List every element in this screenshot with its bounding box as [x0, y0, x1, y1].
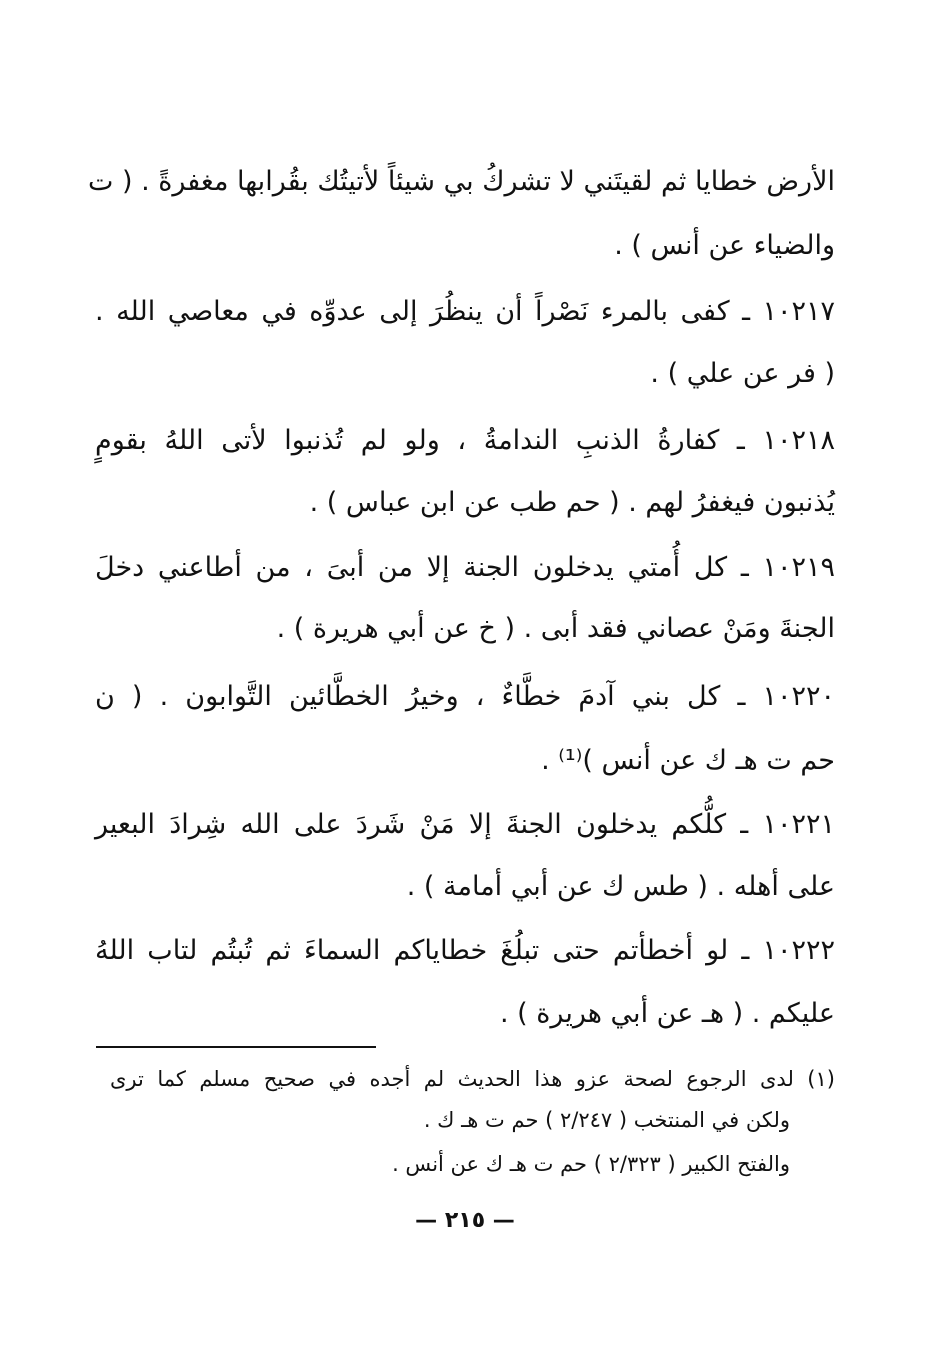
footnote-line: ولكن في المنتخب ( ٢/٢٤٧ ) حم ت هـ ك . — [423, 1108, 790, 1132]
text-line: يُذنبون فيغفرُ لهم . ( حم طب عن ابن عباس ) . — [309, 487, 835, 518]
text-line: الأرض خطايا ثم لقيتَني لا تشركُ بي شيئاً لأتيتُك بقُرابها مغفرةً . ( ت — [87, 166, 835, 197]
text-line: الجنةَ ومَنْ عصاني فقد أبى . ( خ عن أبي هريرة ) . — [276, 613, 835, 644]
hadith-10220: ١٠٢٢٠ ـ كل بني آدمَ خطَّاءٌ ، وخيرُ الخطَّائين التَّوابون . ( ن — [95, 681, 835, 712]
page-number: — ٢١٥ — — [415, 1208, 515, 1233]
hadith-10218: ١٠٢١٨ ـ كفارةُ الذنبِ الندامةُ ، ولو لم تُذنبوا لأتى اللهُ بقومٍ — [95, 425, 835, 456]
footnote-line: والفتح الكبير ( ٢/٣٢٣ ) حم ت هـ ك عن أنس . — [392, 1152, 790, 1176]
footnote-divider — [96, 1046, 376, 1048]
text-line: حم ت هـ ك عن أنس )⁽¹⁾ . — [541, 745, 835, 776]
text-line: ( فر عن علي ) . — [650, 358, 835, 389]
text-line: عليكم . ( هـ عن أبي هريرة ) . — [500, 998, 835, 1029]
text-line: على أهله . ( طس ك عن أبي أمامة ) . — [406, 871, 835, 902]
text-line: والضياء عن أنس ) . — [614, 230, 835, 261]
hadith-10219: ١٠٢١٩ ـ كل أُمتي يدخلون الجنة إلا من أبىَ ، من أطاعني دخلَ — [95, 552, 835, 583]
hadith-10217: ١٠٢١٧ ـ كفى بالمرء نَصْراً أن ينظُرَ إلى عدوِّه في معاصي الله . — [95, 296, 835, 327]
footnote-line: (١) لدى الرجوع لصحة عزو هذا الحديث لم أجده في صحيح مسلم كما ترى — [110, 1067, 835, 1091]
hadith-10221: ١٠٢٢١ ـ كلُّكم يدخلون الجنةَ إلا مَنْ شَردَ على الله شِرادَ البعير — [95, 809, 835, 840]
hadith-10222: ١٠٢٢٢ ـ لو أخطأتم حتى تبلُغَ خطاياكم السماءَ ثم تُبتُم لتاب اللهُ — [95, 935, 835, 966]
